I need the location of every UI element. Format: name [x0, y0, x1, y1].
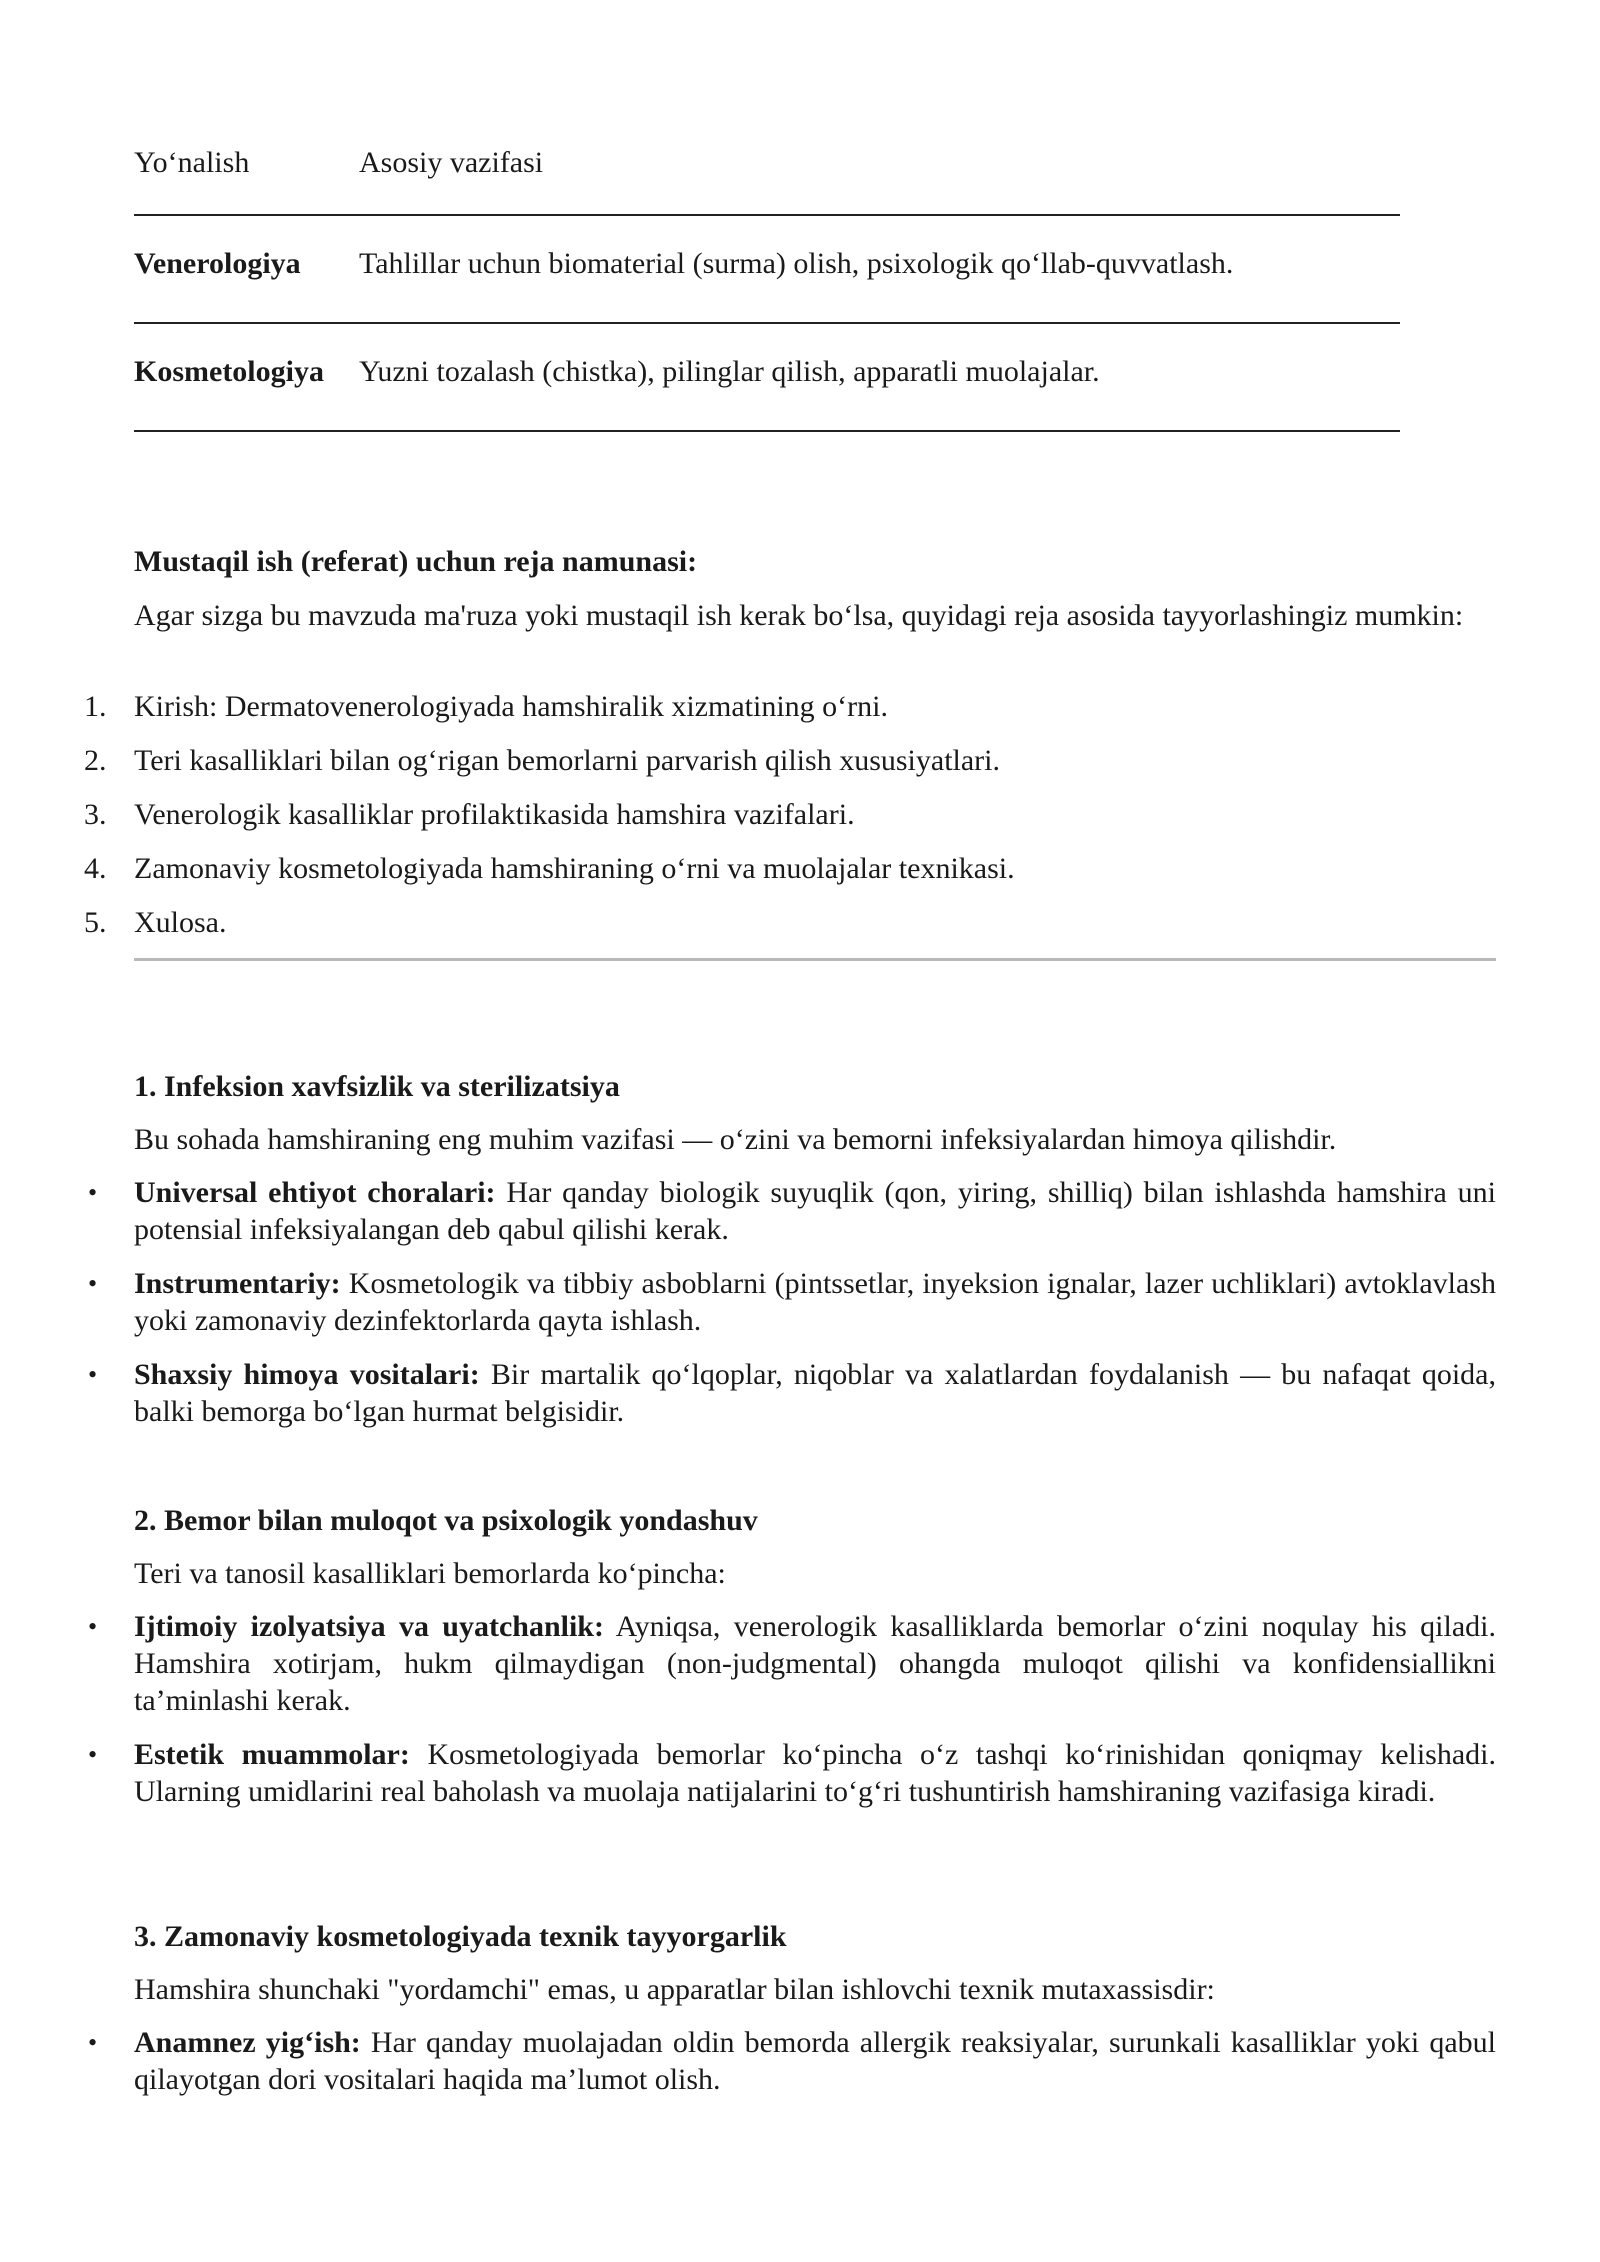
section-1: [88, 1068, 1497, 1447]
plan-list: [0, 688, 1600, 958]
table-header-direction: Yo‘nalish: [134, 146, 250, 179]
horizontal-divider: [134, 958, 1496, 961]
bullet-term: Anamnez yig‘ish:: [134, 2026, 361, 2059]
list-text: Xulosa.: [134, 906, 227, 939]
bullet-text: Har qanday muolajadan oldin bemorda allergik reaksiyalar, surunkali kasalliklar yoki qabul qilayotgan dori vositalari haqida ma’lumot olish.: [134, 2026, 1496, 2096]
bullet-icon: •: [88, 2028, 98, 2057]
bullet-text: Kosmetologik va tibbiy asboblarni (pintssetlar, inyeksion ignalar, lazer uchliklari) avtoklavlash yoki zamonaviy dezinfektorlarda qayta ishlash.: [134, 1267, 1496, 1337]
list-number: 3.: [84, 798, 107, 831]
section-intro: Hamshira shunchaki "yordamchi" emas, u apparatlar bilan ishlovchi texnik mutaxassisdir:: [134, 1973, 1215, 2006]
section-3: [88, 1918, 1496, 2115]
plan-block: [134, 543, 1496, 634]
table-header-row: [134, 134, 1400, 216]
table-row: [134, 324, 1400, 432]
bullet-icon: •: [88, 1740, 98, 1769]
bullet-text: Kosmetologiyada bemorlar ko‘pincha o‘z tashqi ko‘rinishidan qoniqmay kelishadi. Ularning umidlarini real baholash va muolaja natijalarini to‘g‘ri tushuntirish hamshiraning vazifasiga kiradi.: [134, 1738, 1497, 1808]
bullet-term: Instrumentariy:: [134, 1267, 341, 1300]
bullet-term: Universal ehtiyot choralari:: [134, 1176, 496, 1209]
bullet-text: Har qanday biologik suyuqlik (qon, yiring, shilliq) bilan ishlashda hamshira uni potensial infeksiyalangan deb qabul qilishi kerak.: [134, 1176, 1497, 1246]
table-cell-task: Tahlillar uchun biomaterial (surma) olish, psixologik qo‘llab-quvvatlash.: [359, 247, 1234, 280]
list-item: [88, 1174, 1497, 1248]
list-item: [88, 1265, 1496, 1339]
table-cell-direction: Kosmetologiya: [134, 355, 324, 388]
bullet-text: Ayniqsa, venerologik kasalliklarda bemorlar o‘zini noqulay his qiladi. Hamshira xotirjam, hukm qilmaydigan (non-judgmental) ohangda muloqot qilishi va konfidensiallikni ta’minlashi kerak.: [134, 1610, 1496, 1717]
bullet-term: Shaxsiy himoya vositalari:: [134, 1358, 480, 1391]
bullet-icon: •: [88, 1360, 98, 1389]
bullet-list: [88, 1174, 1497, 1430]
bullet-icon: •: [88, 1612, 98, 1641]
list-item: [0, 742, 1600, 796]
bullet-term: Ijtimoiy izolyatsiya va uyatchanlik:: [134, 1610, 604, 1643]
plan-intro: Agar sizga bu mavzuda ma'ruza yoki mustaqil ish kerak bo‘lsa, quyidagi reja asosida tayyorlashingiz mumkin:: [134, 599, 1464, 632]
table-cell-task: Yuzni tozalash (chistka), pilinglar qilish, apparatli muolajalar.: [359, 355, 1100, 388]
list-text: Kirish: Dermatovenerologiyada hamshiralik xizmatining o‘rni.: [134, 690, 888, 723]
table-cell-direction: Venerologiya: [134, 247, 301, 280]
table-row: [134, 216, 1400, 324]
list-number: 2.: [84, 744, 107, 777]
section-2: [88, 1502, 1497, 1827]
section-intro: Teri va tanosil kasalliklari bemorlarda ko‘pincha:: [134, 1557, 726, 1590]
bullet-list: [88, 1608, 1497, 1810]
list-text: Venerologik kasalliklar profilaktikasida hamshira vazifalari.: [134, 798, 855, 831]
section-intro: Bu sohada hamshiraning eng muhim vazifasi — o‘zini va bemorni infeksiyalardan himoya qilishdir.: [134, 1123, 1337, 1156]
list-number: 5.: [84, 906, 107, 939]
section-title: 3. Zamonaviy kosmetologiyada texnik tayyorgarlik: [134, 1920, 787, 1953]
plan-heading: Mustaqil ish (referat) uchun reja namunasi:: [134, 545, 698, 578]
list-item: [0, 796, 1600, 850]
bullet-term: Estetik muammolar:: [134, 1738, 410, 1771]
list-item: [88, 2024, 1496, 2098]
table-header-task: Asosiy vazifasi: [359, 146, 544, 179]
list-number: 4.: [84, 852, 107, 885]
list-item: [88, 1608, 1496, 1719]
bullet-icon: •: [88, 1178, 98, 1207]
list-item: [0, 904, 1600, 958]
bullet-text: Bir martalik qo‘lqoplar, niqoblar va xalatlardan foydalanish — bu nafaqat qoida, balki bemorga bo‘lgan hurmat belgisidir.: [134, 1358, 1496, 1428]
bullet-list: [88, 2024, 1496, 2098]
list-item: [88, 1736, 1497, 1810]
list-number: 1.: [84, 690, 107, 723]
list-item: [0, 688, 1600, 742]
list-text: Teri kasalliklari bilan og‘rigan bemorlarni parvarish qilish xususiyatlari.: [134, 744, 1001, 777]
directions-table: [134, 134, 1400, 432]
section-title: 1. Infeksion xavfsizlik va sterilizatsiya: [134, 1070, 620, 1103]
section-title: 2. Bemor bilan muloqot va psixologik yondashuv: [134, 1504, 758, 1537]
list-item: [88, 1356, 1496, 1430]
bullet-icon: •: [88, 1269, 98, 1298]
list-item: [0, 850, 1600, 904]
list-text: Zamonaviy kosmetologiyada hamshiraning o‘rni va muolajalar texnikasi.: [134, 852, 1015, 885]
